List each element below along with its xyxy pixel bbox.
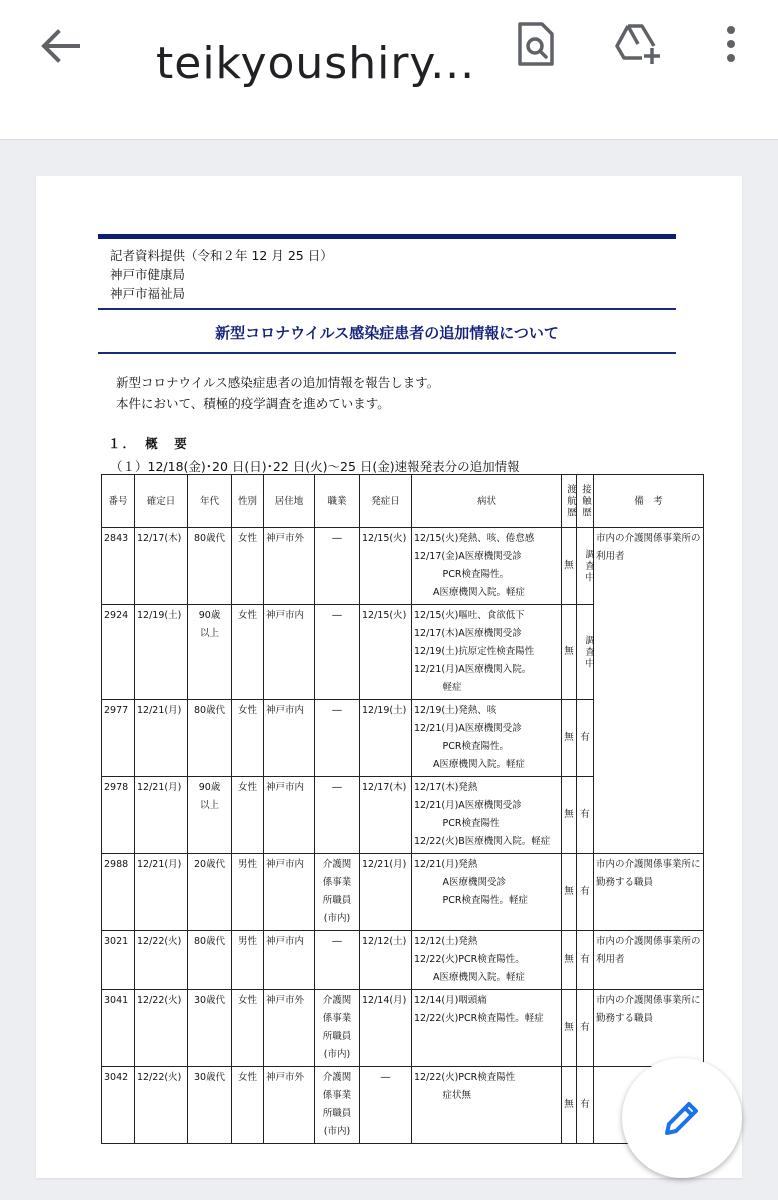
- header-travel: [562, 475, 577, 528]
- header-travel-label: 渡航歴: [565, 483, 576, 519]
- cell-confirmed: 12/21(月): [135, 854, 188, 931]
- header-age: 年代: [188, 475, 232, 528]
- add-to-drive-icon[interactable]: [614, 22, 658, 66]
- cell-onset: 12/15(火): [360, 528, 412, 605]
- cell-contact: [577, 528, 594, 605]
- cell-age: 80歳代: [188, 931, 232, 990]
- cell-travel: 無: [562, 854, 577, 931]
- cell-age: 20歳代: [188, 854, 232, 931]
- section-heading: １． 概 要: [108, 436, 189, 451]
- cell-onset: 12/14(月): [360, 990, 412, 1067]
- cell-residence: 神戸市外: [264, 1067, 315, 1144]
- cell-contact: 有: [577, 990, 594, 1067]
- cell-age: 90歳 以上: [188, 777, 232, 854]
- cell-no: 2988: [102, 854, 135, 931]
- cell-sex: 女性: [232, 528, 264, 605]
- cell-job: 介護関 係事業 所職員 (市内): [315, 990, 360, 1067]
- cell-residence: 神戸市内: [264, 700, 315, 777]
- header-contact: [577, 475, 594, 528]
- cell-sex: 女性: [232, 700, 264, 777]
- cell-confirmed: 12/22(火): [135, 990, 188, 1067]
- header-symptoms: 病状: [412, 475, 562, 528]
- cell-contact-value: 調査中: [583, 548, 594, 584]
- cell-remarks: 市内の介護関係事業所の利用者: [594, 931, 704, 990]
- cell-remarks: 市内の介護関係事業所に勤務する職員: [594, 990, 704, 1067]
- provider-line: 記者資料提供（令和２年 12 月 25 日）: [110, 248, 333, 263]
- cell-travel: 無: [562, 990, 577, 1067]
- header-job: 職業: [315, 475, 360, 528]
- cell-confirmed: 12/21(月): [135, 777, 188, 854]
- intro-line-1: 新型コロナウイルス感染症患者の追加情報を報告します。: [116, 375, 440, 390]
- cell-contact-value: 調査中: [583, 634, 594, 670]
- table-row: [102, 854, 704, 931]
- cell-confirmed: 12/17(木): [135, 528, 188, 605]
- cell-symptoms: 12/19(土)発熱、咳 12/21(月)A医療機関受診 PCR検査陽性。 A医療機関入院。軽症: [412, 700, 562, 777]
- cell-no: 3021: [102, 931, 135, 990]
- table-row: [102, 1067, 704, 1144]
- cell-residence: 神戸市内: [264, 777, 315, 854]
- cell-travel: 無: [562, 931, 577, 990]
- cell-sex: 女性: [232, 777, 264, 854]
- header-confirmed: 確定日: [135, 475, 188, 528]
- cell-onset: 12/17(木): [360, 777, 412, 854]
- press-info: [110, 246, 333, 303]
- cell-contact: 有: [577, 700, 594, 777]
- cell-travel: 無: [562, 528, 577, 605]
- cell-no: 2924: [102, 605, 135, 700]
- document-title: teikyoushiry...: [156, 38, 476, 89]
- cell-confirmed: 12/22(火): [135, 931, 188, 990]
- header-rule: [98, 234, 676, 239]
- cell-travel: 無: [562, 777, 577, 854]
- cell-sex: 男性: [232, 931, 264, 990]
- table-header-row: [102, 475, 704, 528]
- cell-contact: 有: [577, 1067, 594, 1144]
- cell-sex: 女性: [232, 990, 264, 1067]
- edit-pencil-icon: [662, 1098, 702, 1138]
- cell-job: ―: [315, 528, 360, 605]
- cell-symptoms: 12/17(木)発熱 12/21(月)A医療機関受診 PCR検査陽性 12/22(火)B医療機関入院。軽症: [412, 777, 562, 854]
- more-vert-icon[interactable]: [718, 22, 744, 66]
- cell-no: 2843: [102, 528, 135, 605]
- cell-onset: 12/21(月): [360, 854, 412, 931]
- cell-symptoms: 12/21(月)発熱 A医療機関受診 PCR検査陽性。軽症: [412, 854, 562, 931]
- cell-onset: 12/12(土): [360, 931, 412, 990]
- cell-remarks: 市内の介護関係事業所に勤務する職員: [594, 854, 704, 931]
- subsection-heading: （１）12/18(金)･20 日(日)･22 日(火)～25 日(金)速報発表分の追加情報: [110, 459, 520, 474]
- cell-contact: 有: [577, 931, 594, 990]
- cell-job: 介護関 係事業 所職員 (市内): [315, 854, 360, 931]
- cell-sex: 女性: [232, 1067, 264, 1144]
- cell-contact: 有: [577, 777, 594, 854]
- cell-symptoms: 12/15(火)発熱、咳、倦怠感 12/17(金)A医療機関受診 PCR検査陽性。 A医療機関入院。軽症: [412, 528, 562, 605]
- intro-text: [116, 372, 439, 414]
- cell-age: 80歳代: [188, 700, 232, 777]
- cell-travel: 無: [562, 700, 577, 777]
- cell-confirmed: 12/22(火): [135, 1067, 188, 1144]
- cell-contact: [577, 605, 594, 700]
- cell-travel: 無: [562, 605, 577, 700]
- cell-age: 30歳代: [188, 990, 232, 1067]
- dept-welfare: 神戸市福祉局: [110, 286, 186, 301]
- cell-confirmed: 12/21(月): [135, 700, 188, 777]
- cell-no: 2978: [102, 777, 135, 854]
- cell-job: ―: [315, 605, 360, 700]
- cell-symptoms: 12/12(土)発熱 12/22(火)PCR検査陽性。 A医療機関入院。軽症: [412, 931, 562, 990]
- cell-job: 介護関 係事業 所職員 (市内): [315, 1067, 360, 1144]
- cell-remarks: 市内の介護関係事業所の利用者: [594, 528, 704, 854]
- title-rule-bottom: [98, 352, 676, 354]
- pdf-page[interactable]: [36, 176, 742, 1178]
- header-onset: 発症日: [360, 475, 412, 528]
- cell-age: 30歳代: [188, 1067, 232, 1144]
- cell-age: 80歳代: [188, 528, 232, 605]
- cell-residence: 神戸市内: [264, 931, 315, 990]
- page-title: 新型コロナウイルス感染症患者の追加情報について: [215, 324, 559, 342]
- header-no: 番号: [102, 475, 135, 528]
- cell-no: 2977: [102, 700, 135, 777]
- cases-table: [101, 474, 704, 1144]
- table-row: [102, 528, 704, 605]
- header-remarks: 備 考: [594, 475, 704, 528]
- cell-contact: 有: [577, 854, 594, 931]
- cell-symptoms: 12/22(火)PCR検査陽性 症状無: [412, 1067, 562, 1144]
- header-sex: 性別: [232, 475, 264, 528]
- cell-sex: 男性: [232, 854, 264, 931]
- cell-residence: 神戸市内: [264, 854, 315, 931]
- cell-no: 3042: [102, 1067, 135, 1144]
- cell-onset: 12/19(土): [360, 700, 412, 777]
- cell-onset: 12/15(火): [360, 605, 412, 700]
- table-row: [102, 931, 704, 990]
- cell-confirmed: 12/19(土): [135, 605, 188, 700]
- cell-onset: ―: [360, 1067, 412, 1144]
- header-residence: 居住地: [264, 475, 315, 528]
- dept-health: 神戸市健康局: [110, 267, 186, 282]
- cell-symptoms: 12/14(月)咽頭痛 12/22(火)PCR検査陽性。軽症: [412, 990, 562, 1067]
- intro-line-2: 本件において、積極的疫学調査を進めています。: [116, 396, 390, 411]
- cell-no: 3041: [102, 990, 135, 1067]
- cell-job: ―: [315, 931, 360, 990]
- cell-symptoms: 12/15(火)嘔吐、食欲低下 12/17(木)A医療機関受診 12/19(土)抗原定性検査陽性 12/21(月)A医療機関入院。 軽症: [412, 605, 562, 700]
- app-bar: [0, 0, 778, 140]
- cell-job: ―: [315, 700, 360, 777]
- cell-age: 90歳 以上: [188, 605, 232, 700]
- cell-job: ―: [315, 777, 360, 854]
- edit-fab-button[interactable]: [622, 1058, 742, 1178]
- cell-sex: 女性: [232, 605, 264, 700]
- cell-travel: 無: [562, 1067, 577, 1144]
- table-row: [102, 990, 704, 1067]
- back-arrow-icon[interactable]: [38, 26, 82, 66]
- cell-residence: 神戸市内: [264, 605, 315, 700]
- find-in-page-icon[interactable]: [514, 22, 558, 66]
- cell-residence: 神戸市外: [264, 990, 315, 1067]
- cell-residence: 神戸市外: [264, 528, 315, 605]
- header-contact-label: 接触歴: [580, 483, 591, 519]
- title-rule-top: [98, 308, 676, 310]
